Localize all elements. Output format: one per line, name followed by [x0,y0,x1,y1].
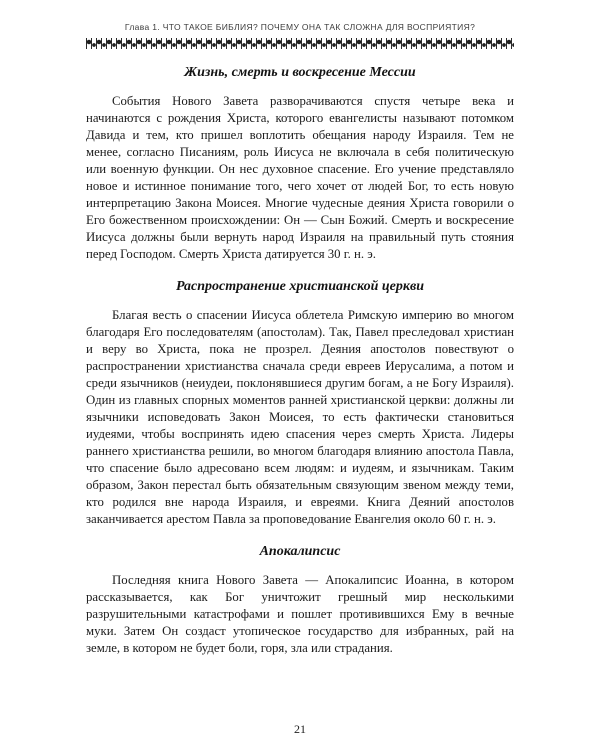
section-body: События Нового Завета разворачиваются спустя четыре века и начинаются с рождения Христа, которого евангелисты называют потомком Давида и тем, кто пришел воплотить обещания народу Израиля. Тем не менее, согласно Писаниям, роль Иисуса не включала в себя политическую или военную функции. Он нес духовное спасение. Его учение представляло новое и истинное понимание того, чего хочет от людей Бог, то есть новую интерпретацию Закона Моисея. Многие чудесные деяния Христа говорили о Его божественном происхождении: Он — Сын Божий. Смерть и воскресение Иисуса должны были вернуть народ Израиля на правильный путь стояния перед Господом. Смерть Христа датируется 30 г. н. э. [86,94,514,262]
section-heading: Жизнь, смерть и воскресение Мессии [184,65,416,80]
ornament-border-icon [86,38,514,49]
section-heading: Апокалипсис [259,544,341,560]
section-apocalypse [86,544,514,657]
section-heading: Распространение христианской церкви [175,279,425,295]
section-messiah [86,65,514,263]
section-body: Последняя книга Нового Завета — Апокалипсис Иоанна, в котором рассказывается, как Бог уничтожит грешный мир несколькими разрушительными катастрофами и пошлет противившихся Ему в вечные муки. Затем Он создаст утопическое государство для избранных, рай на земле, в котором не будет боли, горя, зла или страдания. [86,573,514,656]
page-number: 21 [294,722,306,736]
running-head: Глава 1. ЧТО ТАКОЕ БИБЛИЯ? ПОЧЕМУ ОНА ТАК СЛОЖНА ДЛЯ ВОСПРИЯТИЯ? [124,22,476,32]
section-body: Благая весть о спасении Иисуса облетела Римскую империю во многом благодаря Его последователям (апостолам). Так, Павел преследовал христиан и веру во Христа, пока не прозрел. Деяния апостолов повествуют о распространении христианства сначала среди евреев Иерусалима, а потом и среди язычников (неиудеи, поклонявшиеся другим богам, а не Богу Израиля). Один из главных спорных моментов ранней христианской церкви: должны ли язычники исповедовать Закон Моисея, то есть фактически становиться иудеями, чтобы воспринять идею спасения через смерть Христа. Лидеры раннего христианства решили, во многом благодаря влиянию апостола Павла, что спасение было адресовано всем людям: и иудеям, и язычникам. Таким образом, Закон перестал быть обязательным связующим звеном между теми, кто родился вне народа Израиля, и евреями. Книга Деяний апостолов заканчивается арестом Павла за проповедование Евангелия около 60 г. н. э. [86,308,514,527]
section-church-spread [86,279,514,528]
